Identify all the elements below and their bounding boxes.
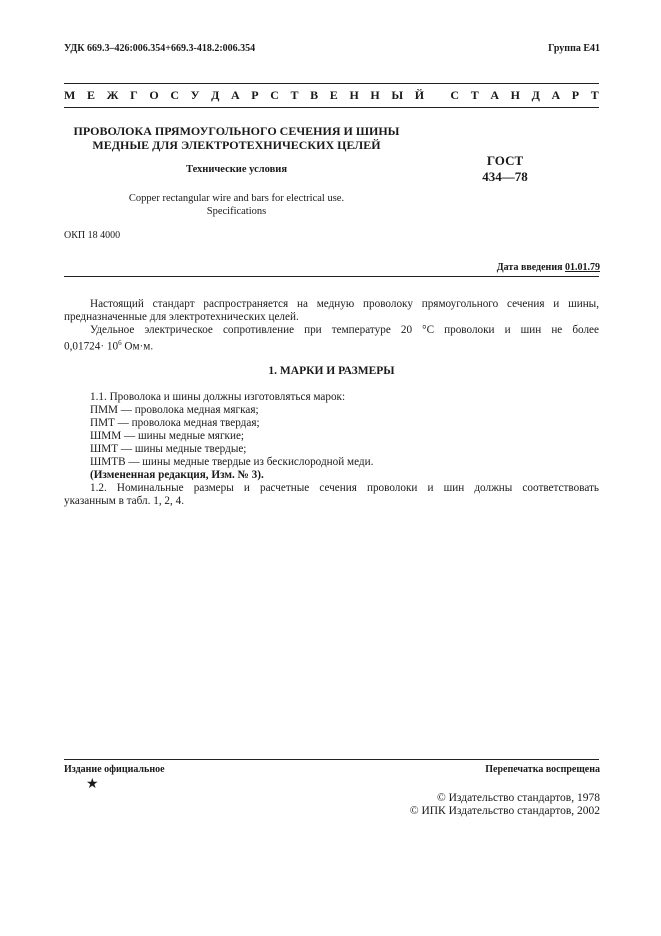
footer-rule — [64, 759, 599, 760]
mark-item: ШМТ — шины медные твердые; — [90, 443, 247, 455]
clause-1-2-line-1: 1.2. Номинальные размеры и расчетные сечения проволоки и шин должны соответствовать — [90, 482, 599, 494]
banner-letter: С — [450, 88, 460, 102]
english-title-line-1: Copper rectangular wire and bars for electrical use. — [128, 193, 345, 204]
resistivity-unit: Ом·м. — [121, 340, 154, 353]
banner-letter: Р — [571, 88, 580, 102]
banner-letter — [436, 88, 439, 103]
title-line-2: МЕДНЫЕ ДЛЯ ЭЛЕКТРОТЕХНИЧЕСКИХ ЦЕЛЕЙ — [92, 138, 381, 152]
banner-letter: Е — [86, 88, 95, 102]
banner-letter: Н — [510, 88, 520, 102]
banner-letter: С — [270, 88, 279, 102]
udk-code: УДК 669.3–426:006.354+669.3-418.2:006.354 — [64, 43, 256, 54]
banner-letter: Ы — [391, 88, 404, 102]
clause-1-1: 1.1. Проволока и шины должны изготовляться марок: — [90, 391, 346, 403]
group-code: Группа Е41 — [548, 43, 600, 54]
banner-letter: М — [64, 88, 76, 102]
copyright-block — [410, 792, 600, 818]
standard-banner — [64, 88, 599, 103]
banner-letter: Й — [414, 88, 425, 102]
english-title — [64, 192, 409, 218]
intro-paragraph-1-line-1: Настоящий стандарт распространяется на медную проволоку прямоугольного сечения и шины, — [90, 298, 599, 310]
title-line-1: ПРОВОЛОКА ПРЯМОУГОЛЬНОГО СЕЧЕНИЯ И ШИНЫ — [73, 124, 400, 138]
resistivity-exponent: 6 — [118, 339, 122, 347]
banner-letter: А — [551, 88, 561, 102]
official-edition-label: Издание официальное — [64, 764, 165, 775]
banner-letter: Ж — [106, 88, 119, 102]
section-1-text — [64, 391, 599, 508]
date-value: 01.01.79 — [565, 262, 600, 273]
mark-item: ПММ — проволока медная мягкая; — [90, 404, 259, 416]
banner-letter: Н — [370, 88, 380, 102]
date-rule — [64, 276, 599, 277]
section-heading: 1. МАРКИ И РАЗМЕРЫ — [268, 365, 395, 377]
banner-letter: Т — [470, 88, 479, 102]
banner-letter: Т — [590, 88, 599, 102]
copyright-line-1: © Издательство стандартов, 1978 — [436, 792, 600, 804]
clause-1-2-line-2: указанным в табл. 1, 2, 4. — [64, 495, 185, 507]
intro-text — [64, 298, 599, 354]
banner-letter: Д — [211, 88, 220, 102]
document-title — [64, 124, 409, 152]
reprint-prohibited-label: Перепечатка воспрещена — [485, 764, 600, 775]
intro-paragraph-2-line-2 — [64, 337, 599, 354]
resistivity-value: 0,01724· 10 — [64, 340, 119, 353]
gost-code: 434—78 — [482, 169, 528, 184]
gost-label: ГОСТ — [486, 153, 524, 168]
banner-letter: У — [190, 88, 200, 102]
mark-item: ШММ — шины медные мягкие; — [90, 430, 245, 442]
banner-letter: Р — [251, 88, 259, 102]
amendment-note: (Измененная редакция, Изм. № 3). — [90, 469, 264, 481]
banner-letter: С — [170, 88, 179, 102]
document-subtitle: Технические условия — [185, 164, 288, 175]
introduction-date — [497, 262, 600, 273]
date-label: Дата введения — [496, 262, 563, 273]
copyright-line-2: © ИПК Издательство стандартов, 2002 — [409, 805, 600, 817]
banner-letter: О — [149, 88, 159, 102]
star-icon: ★ — [86, 777, 99, 792]
intro-paragraph-2-line-1: Удельное электрическое сопротивление при температуре 20 °С проволоки и шин не более — [90, 324, 599, 336]
banner-letter: Т — [290, 88, 299, 102]
mark-item: ПМТ — проволока медная твердая; — [90, 417, 260, 429]
banner-letter: Н — [349, 88, 359, 102]
banner-rule — [64, 107, 599, 108]
gost-number — [470, 153, 540, 185]
banner-letter: В — [310, 88, 319, 102]
okp-code: ОКП 18 4000 — [64, 230, 121, 241]
top-rule — [64, 83, 599, 84]
banner-letter: Г — [130, 88, 138, 102]
intro-paragraph-1-line-2: предназначенные для электротехнических целей. — [64, 311, 299, 323]
banner-letter: Е — [329, 88, 338, 102]
mark-item: ШМТВ — шины медные твердые из бескислородной меди. — [90, 456, 374, 468]
banner-letter: А — [230, 88, 240, 102]
english-title-line-2: Specifications — [206, 206, 267, 217]
banner-letter: А — [490, 88, 499, 102]
banner-letter: Д — [531, 88, 540, 102]
